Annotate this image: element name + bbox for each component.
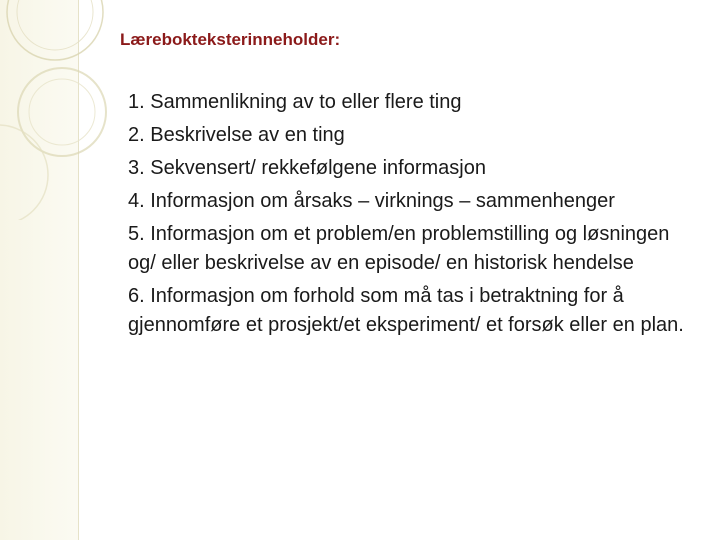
list-item: 1. Sammenlikning av to eller flere ting xyxy=(128,91,462,113)
item-list xyxy=(128,88,688,344)
list-item: 5. Informasjon om et problem/en problemstilling og løsningen og/ eller beskrivelse av en episode/ en historisk hendelse xyxy=(128,223,670,274)
decorative-circles-graphic xyxy=(0,0,140,220)
list-item: 4. Informasjon om årsaks – virknings – sammenhenger xyxy=(128,190,615,212)
list-item: 6. Informasjon om forhold som må tas i betraktning for å gjennomføre et prosjekt/et eksperiment/ et forsøk eller en plan. xyxy=(128,285,684,336)
slide-title: Lærebokteksterinneholder: xyxy=(120,30,341,49)
list-item: 3. Sekvensert/ rekkefølgene informasjon xyxy=(128,157,486,179)
list-item: 2. Beskrivelse av en ting xyxy=(128,124,345,146)
